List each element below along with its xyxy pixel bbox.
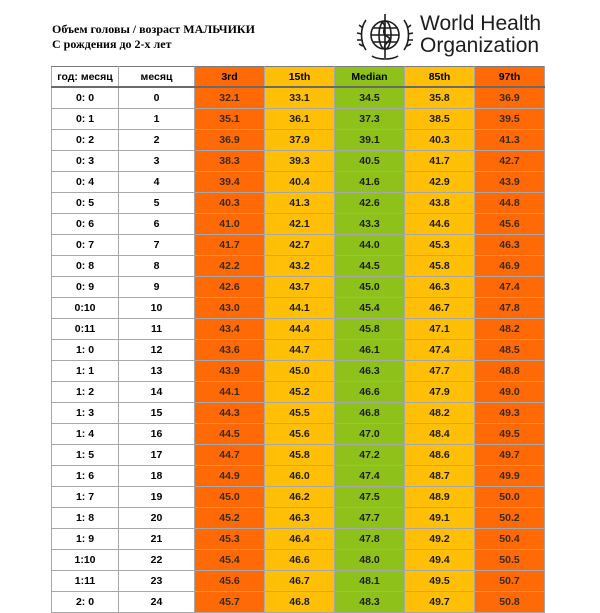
month-cell: 5 (119, 193, 195, 214)
month-cell: 21 (119, 529, 195, 550)
table-row (52, 403, 545, 424)
p97-cell: 49.5 (475, 424, 545, 445)
age-cell: 1: 7 (52, 487, 119, 508)
p85-cell: 49.1 (405, 508, 475, 529)
p15-cell: 33.1 (265, 87, 335, 109)
p97-cell: 48.8 (475, 361, 545, 382)
age-cell: 0: 8 (52, 256, 119, 277)
age-cell: 1: 5 (52, 445, 119, 466)
table-row (52, 277, 545, 298)
table-row (52, 382, 545, 403)
month-cell: 4 (119, 172, 195, 193)
age-cell: 0: 5 (52, 193, 119, 214)
age-cell: 0: 0 (52, 87, 119, 109)
age-cell: 0: 3 (52, 151, 119, 172)
p15-cell: 45.6 (265, 424, 335, 445)
table-row (52, 571, 545, 592)
p97-cell: 50.5 (475, 550, 545, 571)
month-cell: 6 (119, 214, 195, 235)
table-row (52, 256, 545, 277)
p85-cell: 48.6 (405, 445, 475, 466)
p97-cell: 46.3 (475, 235, 545, 256)
p3-cell: 41.7 (195, 235, 265, 256)
age-cell: 1: 1 (52, 361, 119, 382)
p3-cell: 32.1 (195, 87, 265, 109)
month-cell: 0 (119, 87, 195, 109)
median-cell: 44.0 (335, 235, 405, 256)
table-header-row (52, 67, 545, 88)
p15-cell: 44.7 (265, 340, 335, 361)
document-title (52, 22, 255, 52)
p15-cell: 46.8 (265, 592, 335, 613)
table-row (52, 109, 545, 130)
age-cell: 1: 6 (52, 466, 119, 487)
median-cell: 48.3 (335, 592, 405, 613)
p97-cell: 49.3 (475, 403, 545, 424)
p97-cell: 36.9 (475, 87, 545, 109)
p3-cell: 45.6 (195, 571, 265, 592)
who-logo-line-1: World Health (420, 12, 541, 35)
p97-cell: 42.7 (475, 151, 545, 172)
who-logo-line-2: Organization (420, 34, 540, 57)
age-cell: 0: 2 (52, 130, 119, 151)
table-row (52, 319, 545, 340)
p85-cell: 45.3 (405, 235, 475, 256)
median-cell: 48.1 (335, 571, 405, 592)
month-cell: 22 (119, 550, 195, 571)
month-cell: 10 (119, 298, 195, 319)
median-cell: 37.3 (335, 109, 405, 130)
p85-cell: 42.9 (405, 172, 475, 193)
p15-cell: 46.3 (265, 508, 335, 529)
age-cell: 1:11 (52, 571, 119, 592)
p97-cell: 39.5 (475, 109, 545, 130)
median-cell: 45.4 (335, 298, 405, 319)
p3-cell: 36.9 (195, 130, 265, 151)
p97-cell: 45.6 (475, 214, 545, 235)
table-row (52, 361, 545, 382)
p85-cell: 40.3 (405, 130, 475, 151)
p15-cell: 46.0 (265, 466, 335, 487)
table-row (52, 298, 545, 319)
table-row (52, 130, 545, 151)
p85-cell: 46.7 (405, 298, 475, 319)
p97-cell: 47.8 (475, 298, 545, 319)
head-circumference-table (51, 66, 545, 613)
table-row (52, 193, 545, 214)
table-row (52, 214, 545, 235)
p97-cell: 50.7 (475, 571, 545, 592)
month-cell: 12 (119, 340, 195, 361)
column-header-p3: 3rd (195, 67, 265, 88)
p3-cell: 44.3 (195, 403, 265, 424)
p15-cell: 41.3 (265, 193, 335, 214)
p15-cell: 36.1 (265, 109, 335, 130)
median-cell: 45.8 (335, 319, 405, 340)
p3-cell: 44.1 (195, 382, 265, 403)
month-cell: 14 (119, 382, 195, 403)
median-cell: 47.0 (335, 424, 405, 445)
p3-cell: 42.6 (195, 277, 265, 298)
age-cell: 0:11 (52, 319, 119, 340)
age-cell: 0: 4 (52, 172, 119, 193)
month-cell: 1 (119, 109, 195, 130)
p85-cell: 47.9 (405, 382, 475, 403)
age-cell: 2: 0 (52, 592, 119, 613)
table-row (52, 235, 545, 256)
table-row (52, 151, 545, 172)
p3-cell: 43.9 (195, 361, 265, 382)
median-cell: 42.6 (335, 193, 405, 214)
table-row (52, 445, 545, 466)
p15-cell: 46.4 (265, 529, 335, 550)
table-row (52, 529, 545, 550)
p85-cell: 38.5 (405, 109, 475, 130)
p97-cell: 48.5 (475, 340, 545, 361)
p3-cell: 44.9 (195, 466, 265, 487)
who-logo-text (420, 13, 541, 57)
age-cell: 1: 4 (52, 424, 119, 445)
month-cell: 24 (119, 592, 195, 613)
p97-cell: 48.2 (475, 319, 545, 340)
age-cell: 1: 8 (52, 508, 119, 529)
who-logo (354, 8, 544, 66)
column-header-month: месяц (119, 67, 195, 88)
p3-cell: 41.0 (195, 214, 265, 235)
median-cell: 47.8 (335, 529, 405, 550)
p97-cell: 46.9 (475, 256, 545, 277)
median-cell: 40.5 (335, 151, 405, 172)
median-cell: 47.5 (335, 487, 405, 508)
p85-cell: 45.8 (405, 256, 475, 277)
p15-cell: 44.4 (265, 319, 335, 340)
month-cell: 15 (119, 403, 195, 424)
median-cell: 39.1 (335, 130, 405, 151)
age-cell: 1: 0 (52, 340, 119, 361)
month-cell: 2 (119, 130, 195, 151)
column-header-median: Median (335, 67, 405, 88)
month-cell: 8 (119, 256, 195, 277)
table-row (52, 487, 545, 508)
p3-cell: 43.4 (195, 319, 265, 340)
p85-cell: 35.8 (405, 87, 475, 109)
median-cell: 45.0 (335, 277, 405, 298)
median-cell: 47.2 (335, 445, 405, 466)
p15-cell: 45.2 (265, 382, 335, 403)
month-cell: 20 (119, 508, 195, 529)
p15-cell: 45.0 (265, 361, 335, 382)
p15-cell: 43.2 (265, 256, 335, 277)
month-cell: 23 (119, 571, 195, 592)
table-row (52, 340, 545, 361)
p85-cell: 46.3 (405, 277, 475, 298)
month-cell: 16 (119, 424, 195, 445)
p97-cell: 50.4 (475, 529, 545, 550)
p3-cell: 43.0 (195, 298, 265, 319)
median-cell: 46.8 (335, 403, 405, 424)
p85-cell: 49.4 (405, 550, 475, 571)
median-cell: 47.4 (335, 466, 405, 487)
median-cell: 44.5 (335, 256, 405, 277)
p85-cell: 47.4 (405, 340, 475, 361)
p3-cell: 44.5 (195, 424, 265, 445)
table-row (52, 550, 545, 571)
p85-cell: 41.7 (405, 151, 475, 172)
p15-cell: 45.5 (265, 403, 335, 424)
age-cell: 0: 7 (52, 235, 119, 256)
growth-chart-document (51, 8, 544, 613)
column-header-p85: 85th (405, 67, 475, 88)
p85-cell: 49.2 (405, 529, 475, 550)
column-header-age: год: месяц (52, 67, 119, 88)
age-cell: 0:10 (52, 298, 119, 319)
p85-cell: 48.2 (405, 403, 475, 424)
p85-cell: 43.8 (405, 193, 475, 214)
document-header (51, 8, 544, 66)
p97-cell: 41.3 (475, 130, 545, 151)
who-emblem-icon (354, 10, 416, 64)
title-line-1: Объем головы / возраст МАЛЬЧИКИ (52, 22, 255, 36)
median-cell: 46.1 (335, 340, 405, 361)
p3-cell: 35.1 (195, 109, 265, 130)
p97-cell: 49.9 (475, 466, 545, 487)
p15-cell: 46.2 (265, 487, 335, 508)
p15-cell: 39.3 (265, 151, 335, 172)
p15-cell: 45.8 (265, 445, 335, 466)
median-cell: 48.0 (335, 550, 405, 571)
month-cell: 18 (119, 466, 195, 487)
title-line-2: С рождения до 2-х лет (52, 37, 172, 51)
p97-cell: 50.0 (475, 487, 545, 508)
p15-cell: 37.9 (265, 130, 335, 151)
p15-cell: 42.7 (265, 235, 335, 256)
age-cell: 0: 6 (52, 214, 119, 235)
table-row (52, 424, 545, 445)
p3-cell: 45.7 (195, 592, 265, 613)
p15-cell: 40.4 (265, 172, 335, 193)
p85-cell: 49.5 (405, 571, 475, 592)
table-body (52, 87, 545, 613)
p3-cell: 40.3 (195, 193, 265, 214)
table-row (52, 172, 545, 193)
p3-cell: 45.0 (195, 487, 265, 508)
p97-cell: 49.0 (475, 382, 545, 403)
age-cell: 1: 9 (52, 529, 119, 550)
age-cell: 1: 2 (52, 382, 119, 403)
p97-cell: 43.9 (475, 172, 545, 193)
p3-cell: 44.7 (195, 445, 265, 466)
p97-cell: 49.7 (475, 445, 545, 466)
age-cell: 1:10 (52, 550, 119, 571)
month-cell: 13 (119, 361, 195, 382)
p85-cell: 48.7 (405, 466, 475, 487)
p3-cell: 45.2 (195, 508, 265, 529)
p3-cell: 39.4 (195, 172, 265, 193)
p15-cell: 44.1 (265, 298, 335, 319)
median-cell: 43.3 (335, 214, 405, 235)
month-cell: 7 (119, 235, 195, 256)
column-header-p97: 97th (475, 67, 545, 88)
table-row (52, 466, 545, 487)
p3-cell: 45.4 (195, 550, 265, 571)
p15-cell: 42.1 (265, 214, 335, 235)
p85-cell: 49.7 (405, 592, 475, 613)
median-cell: 46.6 (335, 382, 405, 403)
p97-cell: 47.4 (475, 277, 545, 298)
p3-cell: 43.6 (195, 340, 265, 361)
month-cell: 19 (119, 487, 195, 508)
p85-cell: 47.7 (405, 361, 475, 382)
p15-cell: 46.6 (265, 550, 335, 571)
p3-cell: 42.2 (195, 256, 265, 277)
p3-cell: 45.3 (195, 529, 265, 550)
month-cell: 11 (119, 319, 195, 340)
p85-cell: 47.1 (405, 319, 475, 340)
age-cell: 1: 3 (52, 403, 119, 424)
p15-cell: 43.7 (265, 277, 335, 298)
median-cell: 47.7 (335, 508, 405, 529)
age-cell: 0: 9 (52, 277, 119, 298)
median-cell: 34.5 (335, 87, 405, 109)
month-cell: 17 (119, 445, 195, 466)
p97-cell: 44.8 (475, 193, 545, 214)
table-row (52, 592, 545, 613)
age-cell: 0: 1 (52, 109, 119, 130)
p15-cell: 46.7 (265, 571, 335, 592)
p97-cell: 50.2 (475, 508, 545, 529)
table-row (52, 508, 545, 529)
month-cell: 3 (119, 151, 195, 172)
column-header-p15: 15th (265, 67, 335, 88)
month-cell: 9 (119, 277, 195, 298)
p85-cell: 44.6 (405, 214, 475, 235)
p85-cell: 48.4 (405, 424, 475, 445)
p97-cell: 50.8 (475, 592, 545, 613)
p85-cell: 48.9 (405, 487, 475, 508)
median-cell: 41.6 (335, 172, 405, 193)
table-row (52, 87, 545, 109)
p3-cell: 38.3 (195, 151, 265, 172)
median-cell: 46.3 (335, 361, 405, 382)
